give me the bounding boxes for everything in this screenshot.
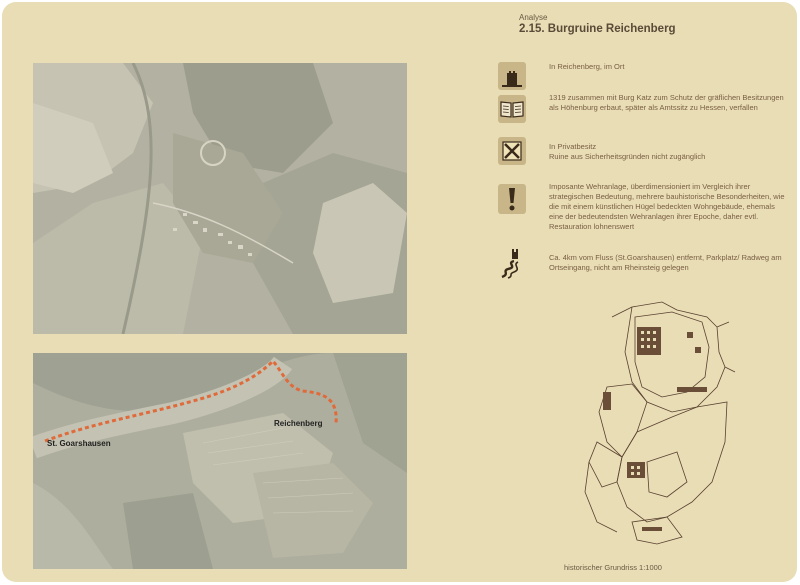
castle-tower-icon [498, 62, 526, 90]
page-title: 2.15. Burgruine Reichenberg [519, 23, 676, 35]
floor-plan-caption: historischer Grundriss 1:1000 [564, 563, 662, 572]
page-panel [2, 2, 797, 582]
ownership-text [549, 142, 789, 162]
access-text: Ca. 4km vom Fluss (St.Goarshausen) entfernt, Parkplatz/ Radweg am Ortseingang, nicht am Rheinsteig gelegen [549, 253, 782, 272]
aerial-photo-village [33, 63, 407, 334]
ownership-line-1: In Privatbesitz [549, 142, 597, 151]
location-text: In Reichenberg, im Ort [549, 62, 625, 71]
section-kicker: Analyse [519, 13, 548, 22]
history-text: 1319 zusammen mit Burg Katz zum Schutz der gräflichen Besitzungen als Höhenburg erbaut, später als Amtssitz zu Hessen, verfallen [549, 93, 784, 112]
map-label-reichenberg: Reichenberg [274, 419, 323, 428]
path-to-castle-icon [498, 247, 526, 275]
exclamation-icon [498, 184, 526, 214]
ownership-line-2: Ruine aus Sicherheitsgründen nicht zugänglich [549, 152, 706, 161]
aerial-photo-route-map [33, 353, 407, 569]
significance-text: Imposante Wehranlage, überdimensioniert im Vergleich ihrer strategischen Bedeutung, mehrere bauhistorische Besonderheiten, wie die mit einem künstlichen Hügel bedeckten Wohngebäude, ehemals eine der bedeutendsten Wehranlagen ihrer Epoche, daher evtl. Restauration lohnenswert [549, 182, 785, 231]
open-book-icon [498, 95, 526, 123]
castle-floor-plan [577, 292, 737, 547]
crossed-tools-icon [498, 137, 526, 165]
map-label-st-goarshausen: St. Goarshausen [47, 439, 111, 448]
